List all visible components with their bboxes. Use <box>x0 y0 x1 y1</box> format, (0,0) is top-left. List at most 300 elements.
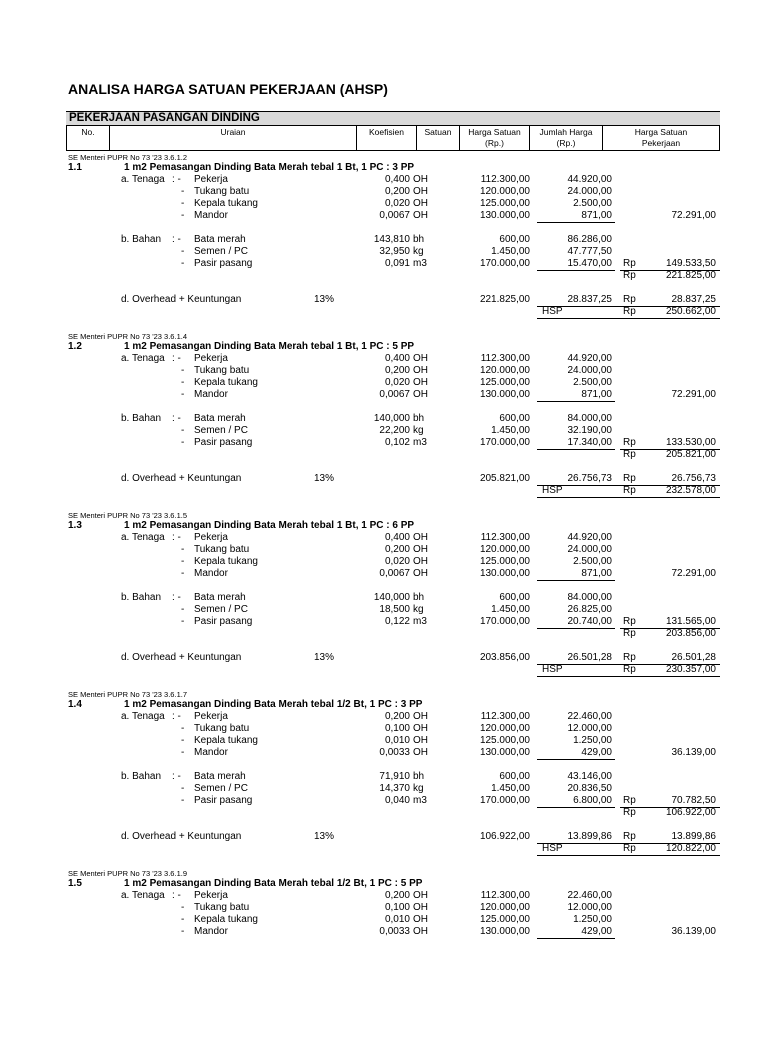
row-jumlah-harga: 44.920,00 <box>567 174 612 185</box>
row-koefisien: 0,0033 <box>379 747 410 758</box>
item-title: 1 m2 Pemasangan Dinding Bata Merah tebal 1 Bt, 1 PC : 6 PP <box>124 520 415 531</box>
row-name: Pasir pasang <box>194 258 253 269</box>
row-koefisien: 0,010 <box>384 735 410 746</box>
row-name: Mandor <box>194 568 228 579</box>
overhead-label: d. Overhead + Keuntungan <box>121 652 242 663</box>
subtotal-rp-label: Rp <box>623 628 636 639</box>
row-name: Tukang batu <box>194 902 250 913</box>
row-harga-satuan: 1.450,00 <box>491 604 530 615</box>
overhead-base: 106.922,00 <box>479 831 530 842</box>
bahan-label: b. Bahan <box>121 234 162 245</box>
row-satuan: OH <box>413 544 428 555</box>
overhead-percent: 13% <box>314 831 335 842</box>
subtotal: 106.922,00 <box>665 807 716 818</box>
row-name: Kepala tukang <box>194 914 258 925</box>
row-harga-satuan: 600,00 <box>499 771 530 782</box>
row-harga-satuan: 170.000,00 <box>479 616 530 627</box>
row-harga-satuan: 112.300,00 <box>480 711 530 722</box>
row-jumlah-harga: 15.470,00 <box>567 258 612 269</box>
overhead-rp-label: Rp <box>623 831 636 842</box>
row-bullet: - <box>181 186 185 197</box>
row-satuan: kg <box>413 783 424 794</box>
item-number: 1.5 <box>68 878 82 889</box>
tenaga-label: a. Tenaga <box>121 890 165 901</box>
row-harga-satuan: 120.000,00 <box>479 902 530 913</box>
row-jumlah-harga: 24.000,00 <box>567 544 612 555</box>
row-satuan: bh <box>413 592 425 603</box>
row-koefisien: 0,020 <box>384 198 410 209</box>
row-jumlah-harga: 1.250,00 <box>573 914 612 925</box>
row-harga-satuan: 120.000,00 <box>479 186 530 197</box>
subtotal-rp-label: Rp <box>623 270 636 281</box>
row-name: Bata merah <box>194 771 246 782</box>
row-satuan: OH <box>413 711 428 722</box>
row-koefisien: 0,020 <box>384 377 410 388</box>
row-jumlah-harga: 871,00 <box>581 568 612 579</box>
row-harga-satuan: 125.000,00 <box>479 556 530 567</box>
row-bullet: - <box>181 914 185 925</box>
row-satuan: OH <box>413 210 428 221</box>
row-bullet: - <box>181 246 185 257</box>
overhead-total: 28.837,25 <box>671 294 716 305</box>
row-jumlah-harga: 2.500,00 <box>573 198 612 209</box>
row-bullet: - <box>181 723 185 734</box>
row-name: Kepala tukang <box>194 198 258 209</box>
row-satuan: kg <box>413 604 424 615</box>
reference-text: SE Menteri PUPR No 73 '23 3.6.1.5 <box>68 511 187 520</box>
hsp-line <box>537 676 720 677</box>
row-koefisien: 32,950 <box>379 246 410 257</box>
row-bullet: - <box>181 198 185 209</box>
bahan-total: 133.530,00 <box>665 437 716 448</box>
row-koefisien: 0,400 <box>384 532 410 543</box>
item-number: 1.1 <box>68 162 82 173</box>
bahan-rp-label: Rp <box>623 795 636 806</box>
row-koefisien: 0,200 <box>384 890 410 901</box>
row-name: Pekerja <box>194 174 228 185</box>
row-jumlah-harga: 1.250,00 <box>573 735 612 746</box>
row-bullet: : - <box>172 234 181 245</box>
row-koefisien: 18,500 <box>379 604 410 615</box>
tenaga-sum-line <box>537 938 615 939</box>
row-name: Kepala tukang <box>194 735 258 746</box>
row-name: Semen / PC <box>194 425 248 436</box>
row-bullet: - <box>181 556 185 567</box>
row-harga-satuan: 170.000,00 <box>479 437 530 448</box>
row-jumlah-harga: 12.000,00 <box>567 902 612 913</box>
row-koefisien: 0,100 <box>384 902 410 913</box>
row-koefisien: 0,200 <box>384 544 410 555</box>
analysis-block <box>0 689 768 864</box>
row-koefisien: 0,102 <box>384 437 410 448</box>
overhead-value: 26.756,73 <box>567 473 612 484</box>
row-satuan: OH <box>413 532 428 543</box>
row-bullet: - <box>181 616 185 627</box>
row-bullet: - <box>181 926 185 937</box>
row-koefisien: 0,200 <box>384 365 410 376</box>
row-koefisien: 0,200 <box>384 186 410 197</box>
row-bullet: : - <box>172 711 181 722</box>
overhead-label: d. Overhead + Keuntungan <box>121 473 242 484</box>
row-koefisien: 22,200 <box>379 425 410 436</box>
row-harga-satuan: 125.000,00 <box>479 735 530 746</box>
row-name: Semen / PC <box>194 604 248 615</box>
reference-text: SE Menteri PUPR No 73 '23 3.6.1.7 <box>68 690 187 699</box>
row-bullet: - <box>181 604 185 615</box>
tenaga-sum-line <box>537 580 615 581</box>
row-koefisien: 0,020 <box>384 556 410 567</box>
overhead-total: 26.756,73 <box>671 473 716 484</box>
section-title: PEKERJAAN PASANGAN DINDING <box>69 112 260 124</box>
overhead-base: 205.821,00 <box>479 473 530 484</box>
hsp-total: 250.662,00 <box>665 306 716 317</box>
row-harga-satuan: 600,00 <box>499 592 530 603</box>
row-jumlah-harga: 871,00 <box>581 210 612 221</box>
row-jumlah-harga: 47.777,50 <box>567 246 612 257</box>
tenaga-total: 72.291,00 <box>671 389 716 400</box>
header-jumlah-harga: Jumlah Harga (Rp.) <box>530 126 603 150</box>
row-jumlah-harga: 84.000,00 <box>567 592 612 603</box>
row-name: Pekerja <box>194 890 228 901</box>
overhead-base: 203.856,00 <box>479 652 530 663</box>
row-harga-satuan: 170.000,00 <box>479 258 530 269</box>
row-jumlah-harga: 12.000,00 <box>567 723 612 734</box>
overhead-rp-label: Rp <box>623 652 636 663</box>
row-name: Bata merah <box>194 413 246 424</box>
bahan-label: b. Bahan <box>121 771 162 782</box>
row-harga-satuan: 600,00 <box>499 234 530 245</box>
row-satuan: m3 <box>413 258 427 269</box>
row-bullet: - <box>181 902 185 913</box>
tenaga-label: a. Tenaga <box>121 174 165 185</box>
row-satuan: OH <box>413 389 428 400</box>
row-jumlah-harga: 26.825,00 <box>567 604 612 615</box>
row-jumlah-harga: 22.460,00 <box>567 711 612 722</box>
row-satuan: OH <box>413 723 428 734</box>
overhead-value: 13.899,86 <box>567 831 612 842</box>
row-jumlah-harga: 20.836,50 <box>567 783 612 794</box>
bahan-total: 70.782,50 <box>671 795 716 806</box>
row-name: Mandor <box>194 389 228 400</box>
row-name: Pasir pasang <box>194 437 253 448</box>
overhead-value: 26.501,28 <box>567 652 612 663</box>
row-jumlah-harga: 429,00 <box>581 747 612 758</box>
row-satuan: m3 <box>413 437 427 448</box>
header-uraian: Uraian <box>110 126 357 150</box>
row-satuan: kg <box>413 246 424 257</box>
hsp-rp-label: Rp <box>623 306 636 317</box>
row-jumlah-harga: 2.500,00 <box>573 377 612 388</box>
tenaga-total: 72.291,00 <box>671 210 716 221</box>
row-jumlah-harga: 17.340,00 <box>567 437 612 448</box>
row-name: Mandor <box>194 926 228 937</box>
row-jumlah-harga: 871,00 <box>581 389 612 400</box>
row-koefisien: 0,0067 <box>379 389 410 400</box>
row-koefisien: 0,040 <box>384 795 410 806</box>
row-satuan: OH <box>413 926 428 937</box>
analysis-block <box>0 868 768 1043</box>
tenaga-label: a. Tenaga <box>121 532 165 543</box>
row-koefisien: 0,091 <box>384 258 410 269</box>
reference-text: SE Menteri PUPR No 73 '23 3.6.1.9 <box>68 869 187 878</box>
hsp-label: HSP <box>542 306 563 317</box>
tenaga-sum-line <box>537 222 615 223</box>
item-title: 1 m2 Pemasangan Dinding Bata Merah tebal 1 Bt, 1 PC : 5 PP <box>124 341 415 352</box>
row-harga-satuan: 130.000,00 <box>479 747 530 758</box>
row-jumlah-harga: 6.800,00 <box>573 795 612 806</box>
subtotal-rp-label: Rp <box>623 807 636 818</box>
row-bullet: - <box>181 258 185 269</box>
hsp-line <box>537 855 720 856</box>
item-number: 1.2 <box>68 341 82 352</box>
bahan-sum-line <box>537 628 615 629</box>
row-name: Pekerja <box>194 532 228 543</box>
row-satuan: OH <box>413 568 428 579</box>
bahan-rp-label: Rp <box>623 616 636 627</box>
row-harga-satuan: 600,00 <box>499 413 530 424</box>
row-koefisien: 0,0067 <box>379 210 410 221</box>
row-satuan: bh <box>413 234 425 245</box>
row-bullet: : - <box>172 532 181 543</box>
table-header <box>66 125 720 151</box>
header-harga-satuan: Harga Satuan (Rp.) <box>460 126 530 150</box>
row-koefisien: 0,400 <box>384 353 410 364</box>
hsp-label: HSP <box>542 485 563 496</box>
row-satuan: OH <box>413 174 428 185</box>
tenaga-total: 36.139,00 <box>671 747 716 758</box>
row-bullet: - <box>181 389 185 400</box>
row-harga-satuan: 120.000,00 <box>479 365 530 376</box>
item-title: 1 m2 Pemasangan Dinding Bata Merah tebal 1/2 Bt, 1 PC : 5 PP <box>124 878 423 889</box>
row-harga-satuan: 112.300,00 <box>480 890 530 901</box>
overhead-label: d. Overhead + Keuntungan <box>121 831 242 842</box>
row-harga-satuan: 130.000,00 <box>479 210 530 221</box>
bahan-sum-line <box>537 270 615 271</box>
row-name: Tukang batu <box>194 723 250 734</box>
subtotal: 203.856,00 <box>665 628 716 639</box>
row-jumlah-harga: 44.920,00 <box>567 353 612 364</box>
row-bullet: - <box>181 377 185 388</box>
row-jumlah-harga: 24.000,00 <box>567 365 612 376</box>
row-name: Semen / PC <box>194 246 248 257</box>
row-satuan: kg <box>413 425 424 436</box>
row-jumlah-harga: 24.000,00 <box>567 186 612 197</box>
row-name: Mandor <box>194 210 228 221</box>
row-harga-satuan: 125.000,00 <box>479 914 530 925</box>
bahan-sum-line <box>537 807 615 808</box>
item-number: 1.4 <box>68 699 82 710</box>
row-bullet: - <box>181 425 185 436</box>
row-koefisien: 14,370 <box>379 783 410 794</box>
row-bullet: - <box>181 747 185 758</box>
row-name: Pekerja <box>194 711 228 722</box>
overhead-rp-label: Rp <box>623 294 636 305</box>
tenaga-total: 36.139,00 <box>671 926 716 937</box>
row-satuan: OH <box>413 890 428 901</box>
hsp-rp-label: Rp <box>623 485 636 496</box>
row-koefisien: 0,100 <box>384 723 410 734</box>
row-harga-satuan: 112.300,00 <box>480 174 530 185</box>
overhead-percent: 13% <box>314 294 335 305</box>
row-satuan: OH <box>413 365 428 376</box>
row-jumlah-harga: 86.286,00 <box>567 234 612 245</box>
row-satuan: bh <box>413 413 425 424</box>
bahan-rp-label: Rp <box>623 258 636 269</box>
hsp-line <box>537 497 720 498</box>
document-title: ANALISA HARGA SATUAN PEKERJAAN (AHSP) <box>68 81 388 97</box>
hsp-total: 230.357,00 <box>665 664 716 675</box>
row-bullet: - <box>181 568 185 579</box>
row-name: Bata merah <box>194 234 246 245</box>
row-name: Kepala tukang <box>194 377 258 388</box>
row-harga-satuan: 120.000,00 <box>479 723 530 734</box>
row-harga-satuan: 125.000,00 <box>479 198 530 209</box>
row-satuan: OH <box>413 353 428 364</box>
row-harga-satuan: 130.000,00 <box>479 568 530 579</box>
tenaga-total: 72.291,00 <box>671 568 716 579</box>
row-bullet: - <box>181 795 185 806</box>
tenaga-sum-line <box>537 401 615 402</box>
subtotal-rp-label: Rp <box>623 449 636 460</box>
row-satuan: OH <box>413 902 428 913</box>
reference-text: SE Menteri PUPR No 73 '23 3.6.1.2 <box>68 153 187 162</box>
overhead-total: 26.501,28 <box>671 652 716 663</box>
row-satuan: m3 <box>413 616 427 627</box>
row-satuan: OH <box>413 556 428 567</box>
row-bullet: : - <box>172 413 181 424</box>
row-jumlah-harga: 43.146,00 <box>567 771 612 782</box>
row-harga-satuan: 112.300,00 <box>480 353 530 364</box>
row-jumlah-harga: 44.920,00 <box>567 532 612 543</box>
item-number: 1.3 <box>68 520 82 531</box>
row-satuan: OH <box>413 914 428 925</box>
analysis-block <box>0 331 768 506</box>
overhead-percent: 13% <box>314 652 335 663</box>
overhead-value: 28.837,25 <box>567 294 612 305</box>
row-name: Bata merah <box>194 592 246 603</box>
bahan-label: b. Bahan <box>121 413 162 424</box>
row-bullet: - <box>181 365 185 376</box>
row-satuan: OH <box>413 186 428 197</box>
row-harga-satuan: 1.450,00 <box>491 246 530 257</box>
row-satuan: bh <box>413 771 425 782</box>
row-koefisien: 0,122 <box>384 616 410 627</box>
tenaga-sum-line <box>537 759 615 760</box>
row-koefisien: 0,0033 <box>379 926 410 937</box>
row-name: Tukang batu <box>194 186 250 197</box>
row-name: Kepala tukang <box>194 556 258 567</box>
header-satuan: Satuan <box>417 126 460 150</box>
subtotal: 205.821,00 <box>665 449 716 460</box>
hsp-rp-label: Rp <box>623 843 636 854</box>
hsp-total: 120.822,00 <box>665 843 716 854</box>
row-jumlah-harga: 22.460,00 <box>567 890 612 901</box>
row-jumlah-harga: 32.190,00 <box>567 425 612 436</box>
row-satuan: OH <box>413 198 428 209</box>
header-koefisien: Koefisien <box>357 126 417 150</box>
row-satuan: m3 <box>413 795 427 806</box>
subtotal: 221.825,00 <box>665 270 716 281</box>
row-bullet: - <box>181 437 185 448</box>
row-bullet: : - <box>172 592 181 603</box>
overhead-base: 221.825,00 <box>479 294 530 305</box>
overhead-rp-label: Rp <box>623 473 636 484</box>
row-koefisien: 0,010 <box>384 914 410 925</box>
row-bullet: - <box>181 210 185 221</box>
row-koefisien: 71,910 <box>379 771 410 782</box>
row-koefisien: 143,810 <box>373 234 410 245</box>
row-harga-satuan: 130.000,00 <box>479 926 530 937</box>
row-harga-satuan: 1.450,00 <box>491 783 530 794</box>
row-harga-satuan: 170.000,00 <box>479 795 530 806</box>
item-title: 1 m2 Pemasangan Dinding Bata Merah tebal 1 Bt, 1 PC : 3 PP <box>124 162 415 173</box>
row-name: Tukang batu <box>194 365 250 376</box>
tenaga-label: a. Tenaga <box>121 711 165 722</box>
row-satuan: OH <box>413 747 428 758</box>
row-bullet: - <box>181 544 185 555</box>
row-jumlah-harga: 429,00 <box>581 926 612 937</box>
row-koefisien: 0,400 <box>384 174 410 185</box>
row-jumlah-harga: 84.000,00 <box>567 413 612 424</box>
item-title: 1 m2 Pemasangan Dinding Bata Merah tebal 1/2 Bt, 1 PC : 3 PP <box>124 699 423 710</box>
row-koefisien: 0,0067 <box>379 568 410 579</box>
row-name: Mandor <box>194 747 228 758</box>
row-koefisien: 0,200 <box>384 711 410 722</box>
header-harga-satuan-pekerjaan: Harga Satuan Pekerjaan <box>634 127 688 148</box>
reference-text: SE Menteri PUPR No 73 '23 3.6.1.4 <box>68 332 187 341</box>
row-bullet: : - <box>172 890 181 901</box>
tenaga-label: a. Tenaga <box>121 353 165 364</box>
overhead-label: d. Overhead + Keuntungan <box>121 294 242 305</box>
row-bullet: - <box>181 735 185 746</box>
row-jumlah-harga: 20.740,00 <box>567 616 612 627</box>
row-bullet: : - <box>172 174 181 185</box>
row-name: Pasir pasang <box>194 795 253 806</box>
row-jumlah-harga: 2.500,00 <box>573 556 612 567</box>
row-harga-satuan: 112.300,00 <box>480 532 530 543</box>
row-name: Pasir pasang <box>194 616 253 627</box>
analysis-block <box>0 152 768 327</box>
row-bullet: - <box>181 783 185 794</box>
header-no: No. <box>67 126 110 150</box>
row-koefisien: 140,000 <box>373 413 410 424</box>
row-harga-satuan: 1.450,00 <box>491 425 530 436</box>
row-harga-satuan: 130.000,00 <box>479 389 530 400</box>
hsp-line <box>537 318 720 319</box>
hsp-label: HSP <box>542 664 563 675</box>
row-satuan: OH <box>413 377 428 388</box>
row-name: Tukang batu <box>194 544 250 555</box>
bahan-rp-label: Rp <box>623 437 636 448</box>
overhead-percent: 13% <box>314 473 335 484</box>
row-name: Pekerja <box>194 353 228 364</box>
row-bullet: : - <box>172 771 181 782</box>
bahan-label: b. Bahan <box>121 592 162 603</box>
hsp-rp-label: Rp <box>623 664 636 675</box>
row-harga-satuan: 125.000,00 <box>479 377 530 388</box>
bahan-sum-line <box>537 449 615 450</box>
overhead-total: 13.899,86 <box>671 831 716 842</box>
row-satuan: OH <box>413 735 428 746</box>
hsp-label: HSP <box>542 843 563 854</box>
analysis-block <box>0 510 768 685</box>
bahan-total: 131.565,00 <box>665 616 716 627</box>
hsp-total: 232.578,00 <box>665 485 716 496</box>
row-harga-satuan: 120.000,00 <box>479 544 530 555</box>
bahan-total: 149.533,50 <box>665 258 716 269</box>
row-bullet: : - <box>172 353 181 364</box>
row-koefisien: 140,000 <box>373 592 410 603</box>
